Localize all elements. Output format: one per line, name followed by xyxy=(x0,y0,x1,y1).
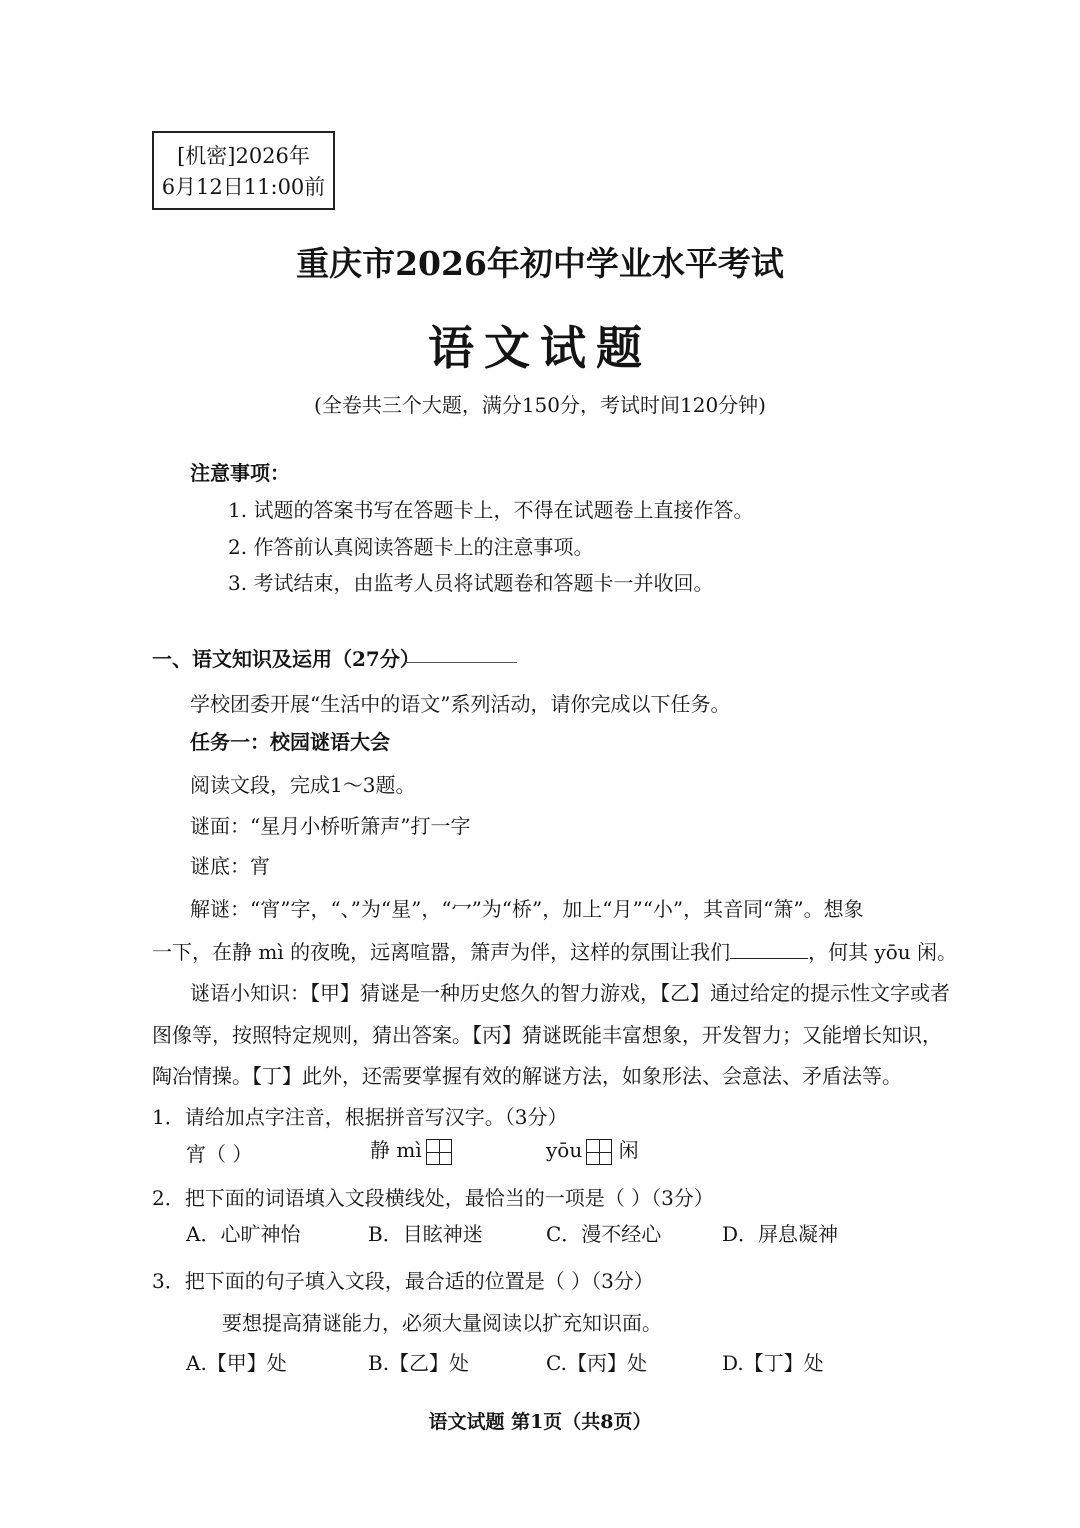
notice-item: 3. 考试结束，由监考人员将试题卷和答题卡一并收回。 xyxy=(228,571,714,595)
riddle-face: 谜面：“星月小桥听箫声”打一字 xyxy=(190,814,471,838)
exam-subtitle: (全卷共三个大题，满分150分，考试时间120分钟) xyxy=(314,393,766,417)
q2-option-d: D．屏息凝神 xyxy=(722,1222,839,1246)
writing-grid xyxy=(426,1139,452,1165)
confidential-box xyxy=(152,131,335,210)
writing-grid xyxy=(586,1139,612,1165)
q1-item-mi xyxy=(370,1134,452,1165)
q2-option-a: A．心旷神怡 xyxy=(186,1222,301,1246)
subject-title: 语文试题 xyxy=(428,321,652,375)
q3-option-a: A.【甲】处 xyxy=(186,1351,287,1375)
page-footer: 语文试题 第1页（共8页） xyxy=(428,1411,652,1433)
knowledge-line-2: 图像等，按照特定规则，猜出答案。【丙】猜谜既能丰富想象，开发智力；又能增长知识， xyxy=(152,1023,942,1047)
notice-heading: 注意事项： xyxy=(190,461,290,485)
task-title: 任务一：校园谜语大会 xyxy=(190,730,390,754)
question-3: 3．把下面的句子填入文段，最合适的位置是（ ）（3分） xyxy=(152,1269,654,1293)
knowledge-line-1: 谜语小知识：【甲】猜谜是一种历史悠久的智力游戏，【乙】通过给定的提示性文字或者 xyxy=(190,981,950,1005)
riddle-explanation-line-2 xyxy=(152,936,957,965)
q1-item-xiao: 宵（ ） xyxy=(186,1142,253,1166)
q1-item-you xyxy=(546,1134,639,1165)
notice-item: 1. 试题的答案书写在答题卡上，不得在试题卷上直接作答。 xyxy=(228,498,754,522)
section-heading: 一、语文知识及运用（27分） xyxy=(152,647,420,671)
q1-mi-pinyin: 静 mì xyxy=(370,1138,422,1162)
confidential-line-2: 6月12日11:00前 xyxy=(161,175,326,199)
reading-instruction: 阅读文段，完成1～3题。 xyxy=(190,773,416,797)
q3-option-b: B.【乙】处 xyxy=(368,1351,470,1375)
explanation-text-a: 一下，在静 mì 的夜晚，远离喧嚣，箫声为伴，这样的氛围让我们 xyxy=(152,940,731,964)
q2-option-b: B．目眩神迷 xyxy=(368,1222,483,1246)
explanation-text-b: ，何其 yōu 闲。 xyxy=(808,940,958,964)
section-intro: 学校团委开展“生活中的语文”系列活动，请你完成以下任务。 xyxy=(190,692,731,716)
riddle-answer: 谜底：宵 xyxy=(190,854,270,878)
question-1: 1．请给加点字注音，根据拼音写汉字。（3分） xyxy=(152,1105,568,1129)
q3-sentence: 要想提高猜谜能力，必须大量阅读以扩充知识面。 xyxy=(222,1311,662,1335)
q3-option-d: D.【丁】处 xyxy=(722,1351,824,1375)
question-2: 2．把下面的词语填入文段横线处，最恰当的一项是（ ）（3分） xyxy=(152,1186,714,1210)
riddle-explanation-line-1: 解谜：“宵”字，“、”为“星”，“冖”为“桥”，加上“月”“小”，其音同“箫”。想象 xyxy=(190,897,864,921)
q1-you-suffix: 闲 xyxy=(618,1138,639,1162)
q1-you-pinyin: yōu xyxy=(546,1138,583,1162)
q2-option-c: C．漫不经心 xyxy=(546,1222,662,1246)
section-underline xyxy=(405,662,517,663)
exam-title: 重庆市2026年初中学业水平考试 xyxy=(296,244,784,283)
confidential-line-1: [机密]2026年 xyxy=(177,144,310,168)
notice-item: 2. 作答前认真阅读答题卡上的注意事项。 xyxy=(228,535,594,559)
knowledge-line-3: 陶冶情操。【丁】此外，还需要掌握有效的解谜方法，如象形法、会意法、矛盾法等。 xyxy=(152,1064,902,1088)
answer-blank xyxy=(730,940,808,959)
q3-option-c: C.【丙】处 xyxy=(546,1351,647,1375)
